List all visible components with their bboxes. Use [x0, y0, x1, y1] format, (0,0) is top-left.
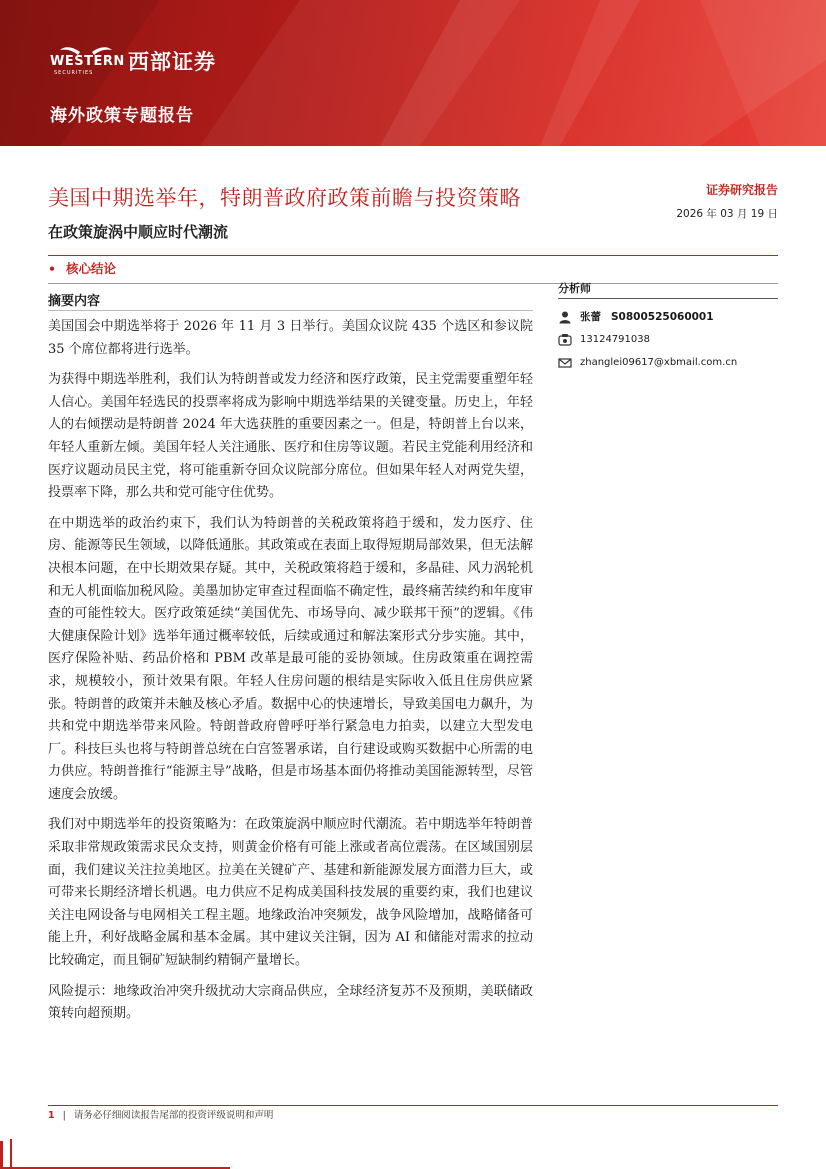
footer-separator: | [62, 1110, 66, 1121]
summary-body [48, 316, 533, 1034]
analyst-phone: 13124791038 [580, 334, 650, 345]
analyst-email-row [558, 351, 778, 374]
analyst-cert: S0800525060001 [611, 310, 714, 323]
report-subtitle: 在政策旋涡中顺应时代潮流 [48, 223, 229, 241]
footer-disclaimer: 请务必仔细阅读报告尾部的投资评级说明和声明 [73, 1110, 274, 1121]
risk-paragraph: 风险提示：地缘政治冲突升级扰动大宗商品供应，全球经济复苏不及预期，美联储政策转向超预期。 [48, 983, 533, 1022]
report-title: 美国中期选举年，特朗普政府政策前瞻与投资策略 [48, 186, 521, 210]
analyst-name-row [558, 305, 778, 328]
logo-text-cn: 西部证券 [128, 50, 216, 74]
analyst-name: 张蕾 [580, 311, 601, 323]
logo-text-en: WESTERN [50, 54, 125, 69]
logo-text-sub: SECURITIES [54, 70, 94, 76]
corner-decoration [0, 1119, 230, 1169]
analyst-panel [558, 280, 778, 374]
analyst-phone-row [558, 328, 778, 351]
logo-mark [50, 46, 124, 76]
paragraph: 在中期选举的政治约束下，我们认为特朗普的关税政策将趋于缓和，发力医疗、住房、能源等民生领域，以降低通胀。其政策或在表面上取得短期局部效果，但无法解决根本问题，在中长期效果存疑。其中，关税政策将趋于缓和，多晶硅、风力涡轮机和无人机面临加税风险。美墨加协定审查过程面临不确定性，最终痛苦续约和年度审查的可能性较大。医疗政策延续“美国优先、市场导向、减少联邦干预”的逻辑。《伟大健康保险计划》选举年通过概率较低，后续或通过和解法案形式分步实施。其中，医疗保险补贴、药品价格和 PBM 改革是最可能的妥协领域。住房政策重在调控需求，规模较小，预计效果有限。年轻人住房问题的根结是实际收入低且住房供应紧张。特朗普的政策并未触及核心矛盾。数据中心的快速增长，导致美国电力飙升，为共和党中期选举带来风险。特朗普政府曾呼吁举行紧急电力拍卖，以建立大型发电厂。科技巨头也将与特朗普总统在白宫签署承诺，自行建设或购买数据中心所需的电力供应。特朗普推行“能源主导”战略，但是市场基本面仍将推动美国能源转型，尽管速度会放缓。 [48, 515, 533, 802]
paragraph: 美国国会中期选举将于 2026 年 11 月 3 日举行。美国众议院 435 个选区和参议院 35 个席位都将进行选举。 [48, 319, 533, 357]
summary-divider [48, 310, 533, 311]
report-category: 证券研究报告 [705, 183, 778, 197]
summary-heading: 摘要内容 [48, 294, 101, 309]
footer-divider [48, 1105, 778, 1106]
person-icon [558, 310, 572, 324]
report-type: 海外政策专题报告 [50, 106, 194, 126]
section-label [48, 259, 116, 277]
section-label-text: 核心结论 [66, 261, 117, 276]
page-number: 1 [48, 1110, 55, 1121]
email-icon [558, 356, 572, 370]
title-divider [48, 255, 778, 256]
bullet-icon: • [48, 261, 56, 276]
paragraph: 为获得中期选举胜利，我们认为特朗普或发力经济和医疗政策，民主党需要重塑年轻人信心。美国年轻选民的投票率将成为影响中期选举结果的关键变量。历史上，年轻人的右倾摆动是特朗普 2024 年大选获胜的重要因素之一。但是，特朗普上台以来，年轻人重新左倾。美国年轻人关注通胀、医疗和住房等议题。若民主党能利用经济和医疗议题动员民主党，将可能重新夺回众议院部分席位。但如果年轻人对两党失望，投票率下降，那么共和党可能守住优势。 [48, 372, 533, 501]
phone-icon [558, 333, 572, 347]
paragraph: 我们对中期选举年的投资策略为：在政策旋涡中顺应时代潮流。若中期选举年特朗普采取非常规政策需求民众支持，则黄金价格有可能上涨或者高位震荡。在区域国别层面，我们建议关注拉美地区。拉美在关键矿产、基建和新能源发展方面潜力巨大，或可带来长期经济增长机遇。电力供应不足构成美国科技发展的重要约束，我们也建议关注电网设备与电网相关工程主题。地缘政治冲突频发，战争风险增加，战略储备可能上升，利好战略金属和基本金属。其中建议关注铜，因为 AI 和储能对需求的拉动比较确定，而且铜矿短缺制约精铜产量增长。 [48, 817, 533, 969]
analyst-heading: 分析师 [558, 280, 778, 299]
company-logo [50, 46, 216, 76]
analyst-email[interactable]: zhanglei09617@xbmail.com.cn [580, 357, 738, 368]
header-banner [0, 0, 826, 146]
report-date: 2026 年 03 月 19 日 [676, 208, 778, 220]
